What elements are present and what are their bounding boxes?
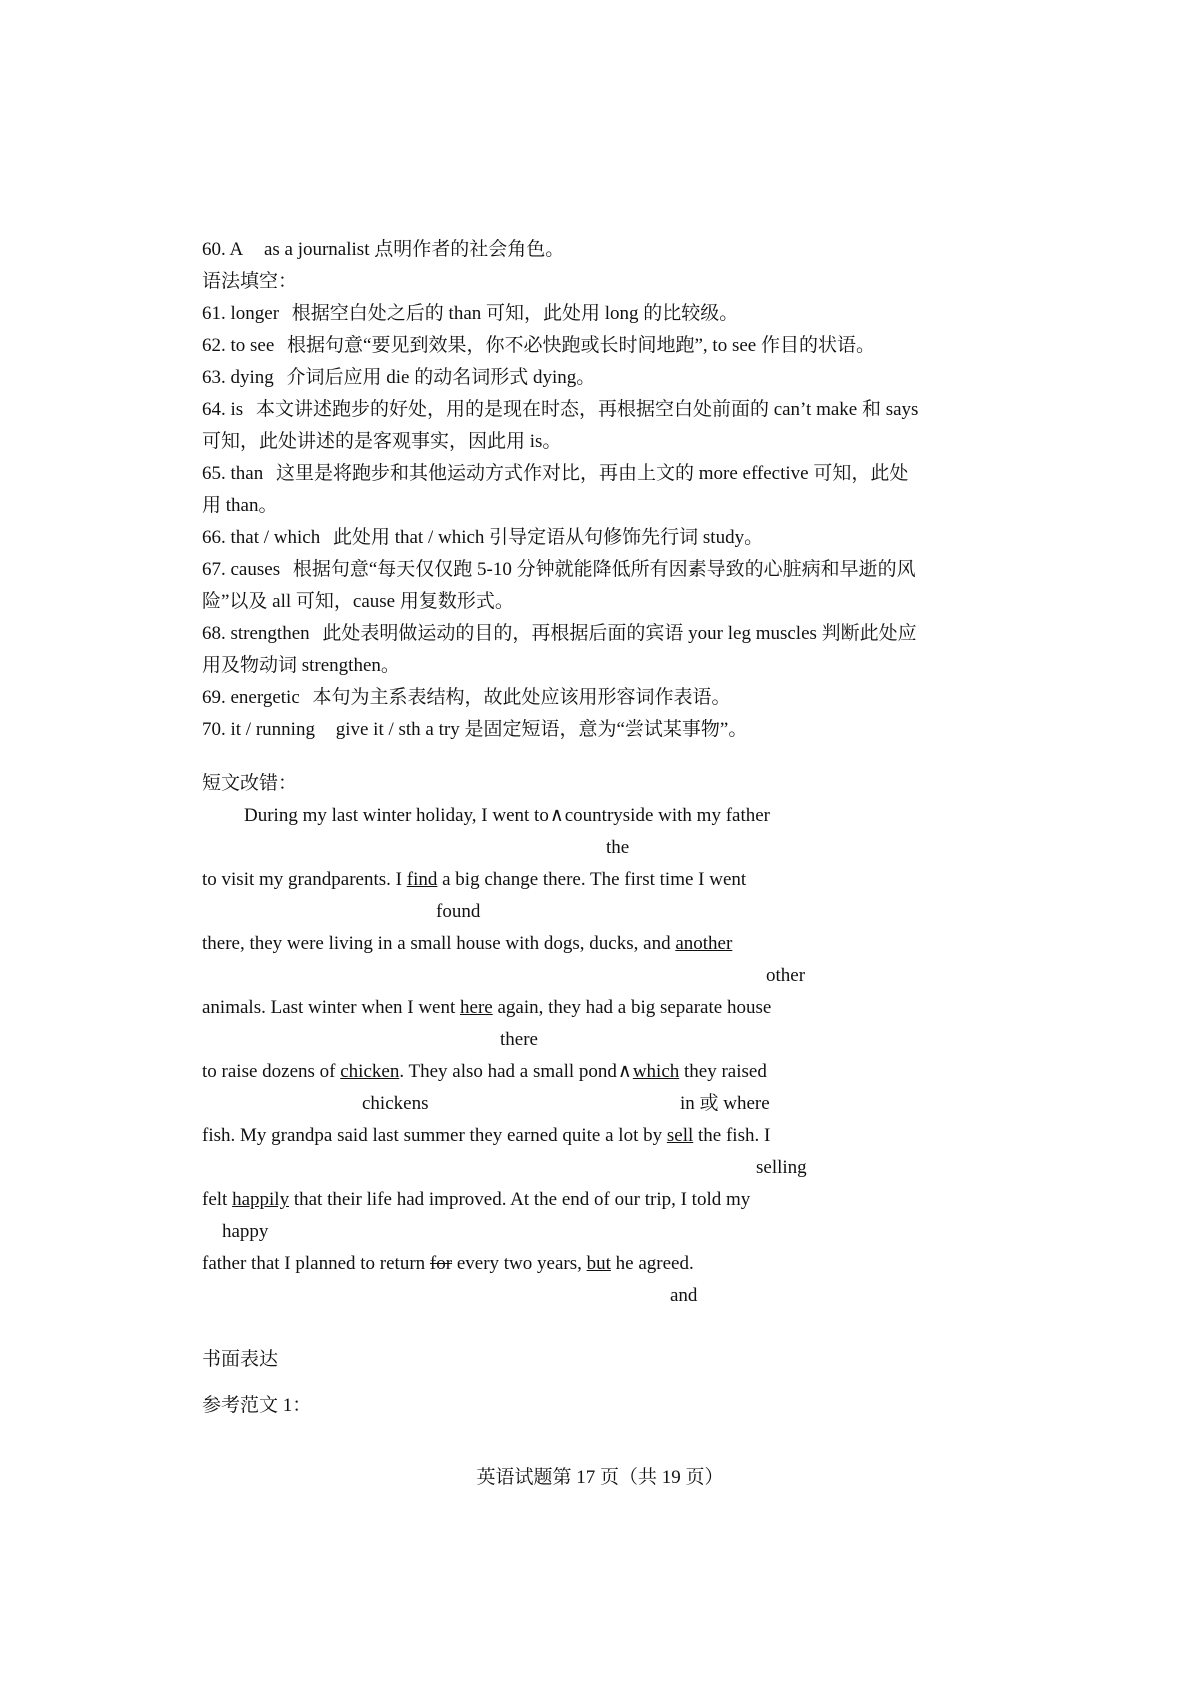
answer-number: 67. causes — [202, 559, 281, 580]
passage-text: fish. My grandpa said last summer they earned quite a lot by sell the fish. I — [202, 1125, 771, 1146]
answer-62 — [202, 330, 1014, 362]
answer-number: 64. is — [202, 399, 244, 420]
correction-fix: selling — [756, 1157, 807, 1178]
answer-61 — [202, 298, 1014, 330]
correction-line — [202, 864, 902, 928]
answer-65 — [202, 458, 1014, 490]
answer-67 — [202, 554, 1014, 586]
answer-text: 根据句意“每天仅仅跑 5-10 分钟就能降低所有因素导致的心脏病和早逝的风 — [292, 559, 916, 580]
answer-text: 此处用 that / which 引导定语从句修饰先行词 study。 — [332, 527, 764, 548]
answer-63 — [202, 362, 1014, 394]
passage-text: father that I planned to return for every two years, but he agreed. — [202, 1253, 694, 1274]
correction-fix: and — [670, 1285, 698, 1306]
passage-text: there, they were living in a small house with dogs, ducks, and another — [202, 933, 733, 954]
answer-text: give it / sth a try 是固定短语，意为“尝试某事物”。 — [335, 719, 748, 740]
passage-text: During my last winter holiday, I went to∧countryside with my father — [244, 805, 771, 826]
correction-line — [202, 1120, 902, 1184]
correction-fix: found — [436, 901, 481, 922]
correction-fix: other — [766, 965, 806, 986]
correction-line — [202, 992, 902, 1056]
error-word: happily — [232, 1189, 290, 1210]
answer-text: 根据空白处之后的 than 可知，此处用 long 的比较级。 — [291, 303, 739, 324]
error-word: find — [406, 869, 438, 890]
answer-text: as a journalist 点明作者的社会角色。 — [263, 239, 565, 260]
page-footer: 英语试题第 17 页（共 19 页） — [476, 1467, 724, 1488]
answer-number: 61. longer — [202, 303, 280, 324]
error-word: sell — [666, 1125, 694, 1146]
insert-mark: ∧ — [617, 1061, 632, 1082]
correction-fix: happy — [222, 1221, 269, 1242]
error-word: which — [632, 1061, 680, 1082]
answer-64-continued: 可知，此处讲述的是客观事实，因此用 is。 — [202, 431, 562, 452]
passage-text: animals. Last winter when I went here again, they had a big separate house — [202, 997, 772, 1018]
answer-number: 68. strengthen — [202, 623, 310, 644]
passage-text: to raise dozens of chicken. They also had a small pond∧which they raised — [202, 1061, 767, 1082]
sample-essay-label: 参考范文 1： — [202, 1395, 312, 1416]
answer-60 — [202, 234, 1014, 266]
correction-line — [202, 1184, 902, 1248]
insert-mark: ∧ — [549, 805, 564, 826]
answer-65-continued: 用 than。 — [202, 495, 278, 516]
answer-number: 66. that / which — [202, 527, 321, 548]
error-word: another — [675, 933, 733, 954]
correction-line — [202, 1248, 902, 1312]
answer-text: 本文讲述跑步的好处，用的是现在时态，再根据空白处前面的 can’t make 和 says — [255, 399, 919, 420]
error-word: here — [460, 997, 493, 1018]
section-heading-grammar: 语法填空： — [202, 271, 298, 292]
correction-fix: the — [606, 837, 630, 858]
section-heading-writing: 书面表达 — [202, 1349, 279, 1370]
answer-68-continued: 用及物动词 strengthen。 — [202, 655, 400, 676]
answer-number: 69. energetic — [202, 687, 300, 708]
passage-text: felt happily that their life had improved. At the end of our trip, I told my — [202, 1189, 751, 1210]
passage-text: to visit my grandparents. I find a big change there. The first time I went — [202, 869, 747, 890]
error-word: but — [586, 1253, 611, 1274]
answer-68 — [202, 618, 1014, 650]
correction-fix: in 或 where — [680, 1093, 770, 1114]
section-heading-correction: 短文改错： — [202, 773, 298, 794]
answer-64 — [202, 394, 1014, 426]
error-correction-passage — [202, 800, 902, 1312]
answer-number: 63. dying — [202, 367, 274, 388]
error-word: chicken — [340, 1061, 400, 1082]
answer-number: 62. to see — [202, 335, 275, 356]
answer-70 — [202, 714, 1014, 746]
answer-69 — [202, 682, 1014, 714]
correction-line — [202, 1056, 902, 1120]
correction-fix: there — [500, 1029, 538, 1050]
answer-text: 这里是将跑步和其他运动方式作对比，再由上文的 more effective 可知，此处 — [275, 463, 909, 484]
answer-number: 60. A — [202, 239, 244, 260]
answer-text: 介词后应用 die 的动名词形式 dying。 — [286, 367, 596, 388]
correction-line — [202, 928, 902, 992]
correction-line — [202, 800, 902, 864]
answer-66 — [202, 522, 1014, 554]
correction-fix: chickens — [362, 1093, 429, 1114]
deleted-word: for — [429, 1253, 453, 1274]
answer-number: 65. than — [202, 463, 264, 484]
answer-explanations — [202, 234, 1014, 746]
answer-text: 根据句意“要见到效果，你不必快跑或长时间地跑”, to see 作目的状语。 — [287, 335, 875, 356]
answer-text: 此处表明做运动的目的，再根据后面的宾语 your leg muscles 判断此处应 — [322, 623, 917, 644]
answer-number: 70. it / running — [202, 719, 315, 740]
answer-text: 本句为主系表结构，故此处应该用形容词作表语。 — [312, 687, 731, 708]
answer-67-continued: 险”以及 all 可知，cause 用复数形式。 — [202, 591, 514, 612]
